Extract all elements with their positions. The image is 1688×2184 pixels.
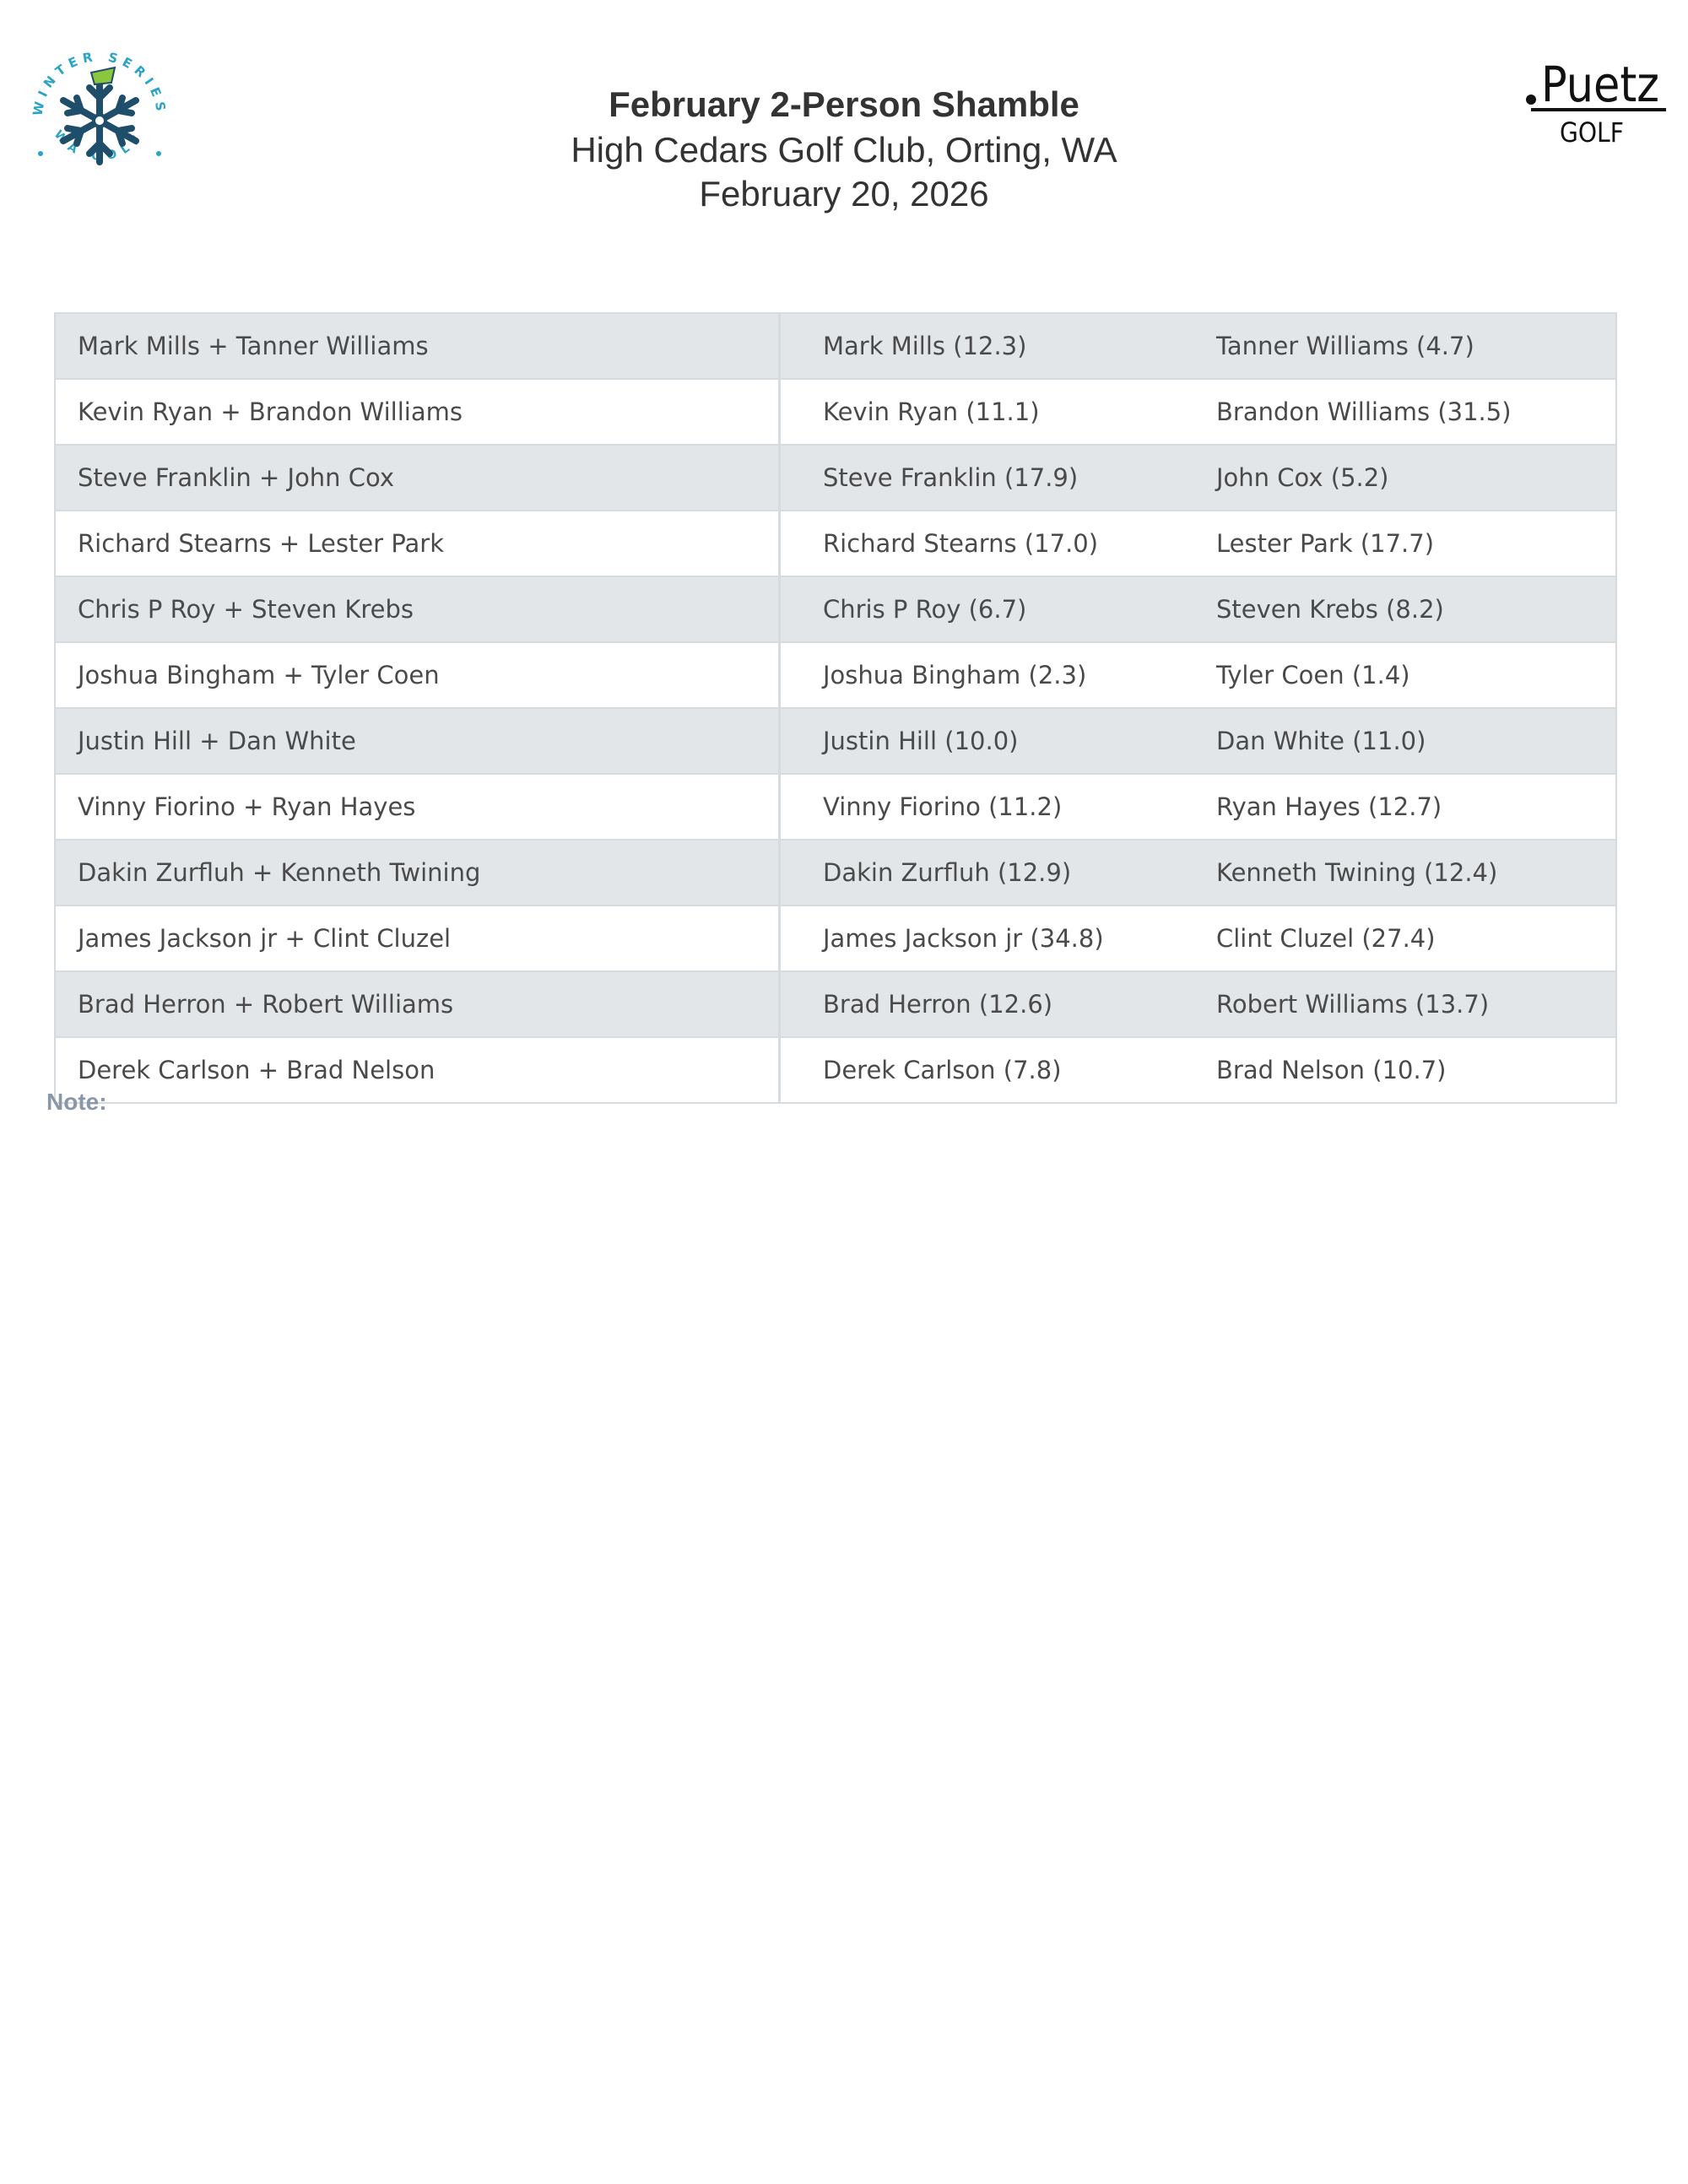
- logo-ring-top-text: WINTER SERIES: [30, 48, 170, 117]
- team-cell: Brad Herron + Robert Williams: [55, 971, 780, 1037]
- table-row: [55, 642, 1616, 708]
- table-row: [55, 708, 1616, 774]
- table-row: [55, 774, 1616, 840]
- player1-cell: Joshua Bingham (2.3): [780, 642, 1195, 708]
- table-row: [55, 445, 1616, 511]
- team-cell: Kevin Ryan + Brandon Williams: [55, 379, 780, 445]
- player1-cell: Kevin Ryan (11.1): [780, 379, 1195, 445]
- player2-cell: Lester Park (17.7): [1194, 511, 1616, 576]
- player1-cell: Derek Carlson (7.8): [780, 1037, 1195, 1103]
- player2-cell: Brad Nelson (10.7): [1194, 1037, 1616, 1103]
- table-row: [55, 905, 1616, 971]
- player2-cell: Ryan Hayes (12.7): [1194, 774, 1616, 840]
- table-row: [55, 840, 1616, 905]
- event-date: February 20, 2026: [699, 174, 989, 214]
- team-cell: Vinny Fiorino + Ryan Hayes: [55, 774, 780, 840]
- player1-cell: Mark Mills (12.3): [780, 313, 1195, 379]
- table-row: [55, 379, 1616, 445]
- player2-cell: Brandon Williams (31.5): [1194, 379, 1616, 445]
- player1-cell: Steve Franklin (17.9): [780, 445, 1195, 511]
- team-cell: Joshua Bingham + Tyler Coen: [55, 642, 780, 708]
- player2-cell: Dan White (11.0): [1194, 708, 1616, 774]
- player2-cell: Clint Cluzel (27.4): [1194, 905, 1616, 971]
- player2-cell: John Cox (5.2): [1194, 445, 1616, 511]
- player2-cell: Robert Williams (13.7): [1194, 971, 1616, 1037]
- table-row: [55, 313, 1616, 379]
- pairings-table: [54, 312, 1617, 1104]
- table-row: [55, 971, 1616, 1037]
- team-cell: Mark Mills + Tanner Williams: [55, 313, 780, 379]
- table-row: [55, 1037, 1616, 1103]
- event-venue: High Cedars Golf Club, Orting, WA: [571, 130, 1117, 170]
- event-title: February 2-Person Shamble: [609, 84, 1079, 124]
- team-cell: Justin Hill + Dan White: [55, 708, 780, 774]
- player1-cell: Brad Herron (12.6): [780, 971, 1195, 1037]
- table-row: [55, 511, 1616, 576]
- team-cell: Richard Stearns + Lester Park: [55, 511, 780, 576]
- team-cell: James Jackson jr + Clint Cluzel: [55, 905, 780, 971]
- player1-cell: Richard Stearns (17.0): [780, 511, 1195, 576]
- player2-cell: Steven Krebs (8.2): [1194, 576, 1616, 642]
- player2-cell: Tyler Coen (1.4): [1194, 642, 1616, 708]
- table-row: [55, 576, 1616, 642]
- player2-cell: Kenneth Twining (12.4): [1194, 840, 1616, 905]
- player1-cell: Vinny Fiorino (11.2): [780, 774, 1195, 840]
- team-cell: Dakin Zurfluh + Kenneth Twining: [55, 840, 780, 905]
- player1-cell: Chris P Roy (6.7): [780, 576, 1195, 642]
- golf-sub-text: GOLF: [1560, 116, 1624, 149]
- note-label: Note:: [46, 1089, 107, 1115]
- team-cell: Steve Franklin + John Cox: [55, 445, 780, 511]
- logo-ring-bottom-text: WA GOLF: [51, 127, 149, 164]
- player2-cell: Tanner Williams (4.7): [1194, 313, 1616, 379]
- team-cell: Chris P Roy + Steven Krebs: [55, 576, 780, 642]
- document-header: [0, 81, 1688, 216]
- player1-cell: James Jackson jr (34.8): [780, 905, 1195, 971]
- puetz-brand-text: Puetz: [1541, 57, 1659, 113]
- team-cell: Derek Carlson + Brad Nelson: [55, 1037, 780, 1103]
- player1-cell: Justin Hill (10.0): [780, 708, 1195, 774]
- player1-cell: Dakin Zurfluh (12.9): [780, 840, 1195, 905]
